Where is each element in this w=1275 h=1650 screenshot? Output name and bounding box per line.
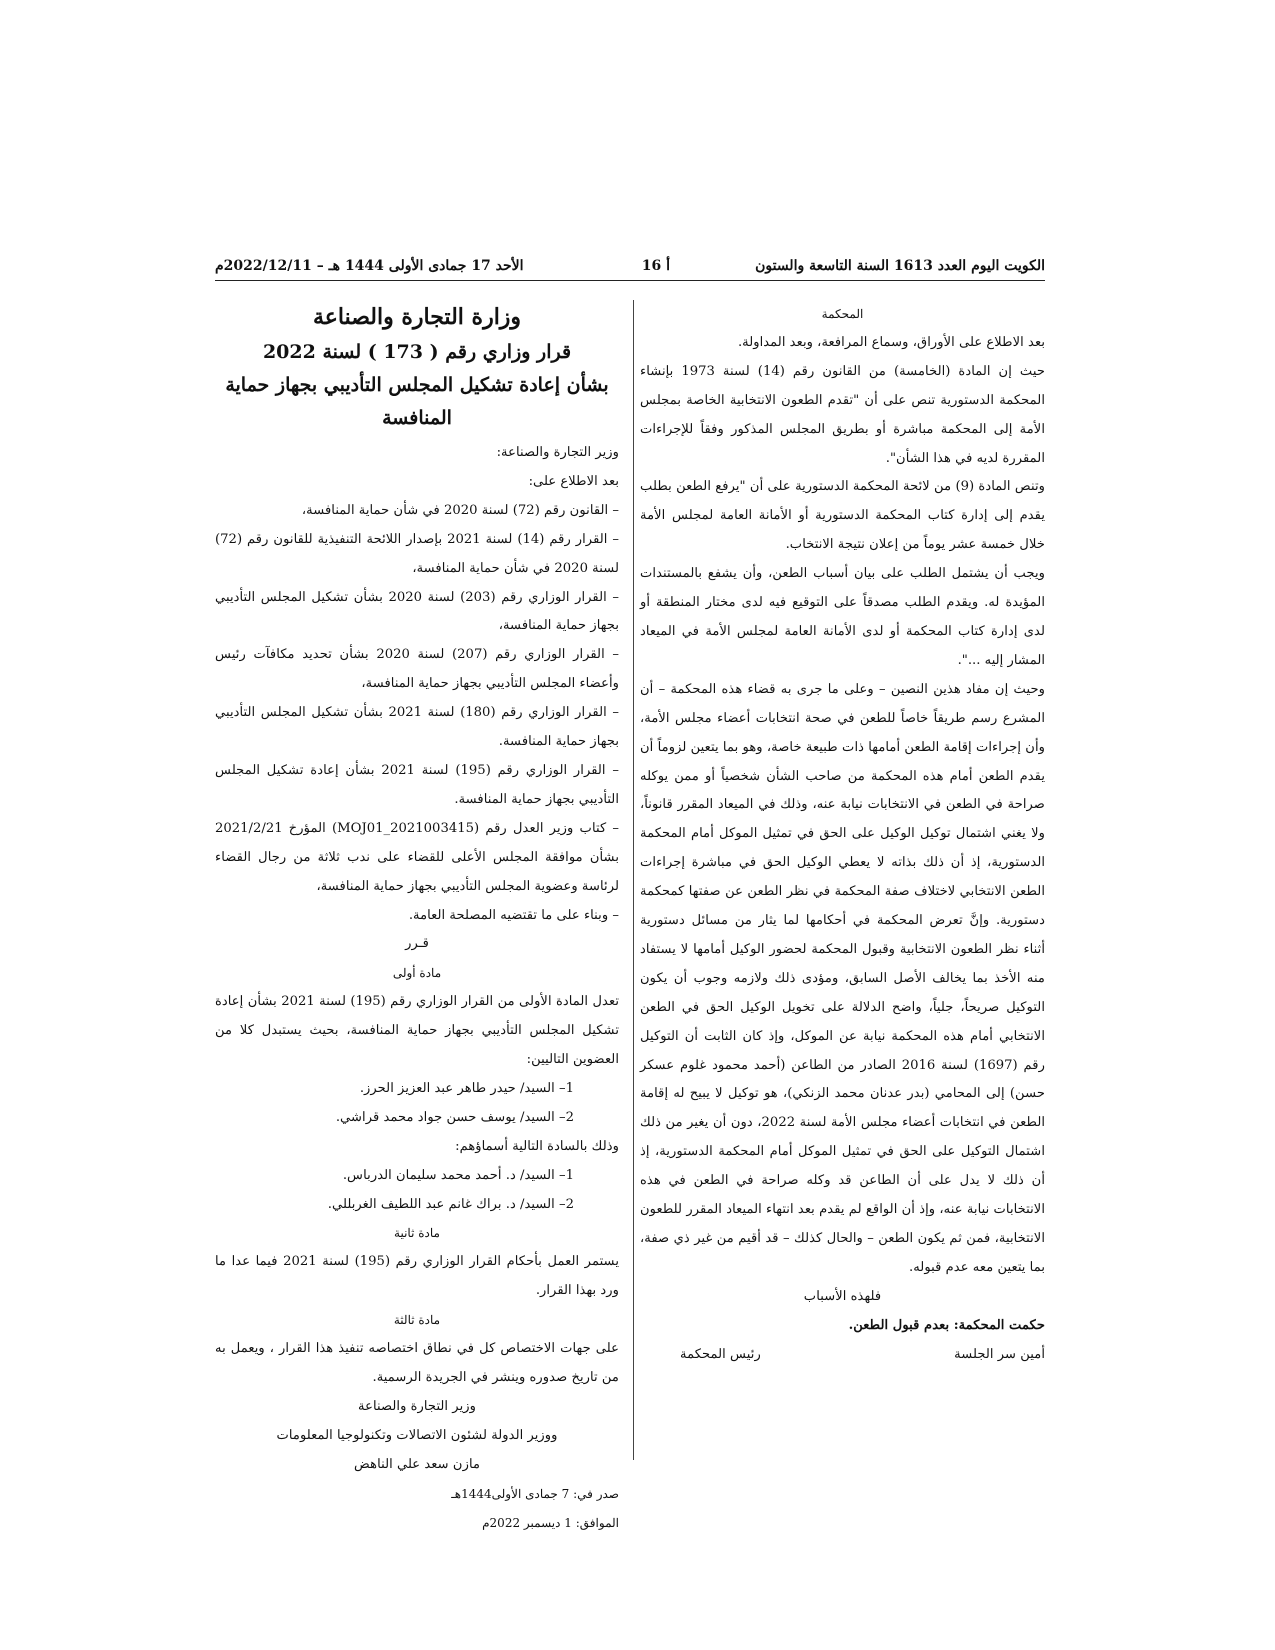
new-member: 2– السيد/ د. براك غانم عبد اللطيف الغربللي. [327,1196,574,1212]
ruling-paragraph: وحيث إن مفاد هذين النصين – وعلى ما جرى به قضاء هذه المحكمة – أن المشرع رسم طريقاً خاصاً للطعن في صحة انتخابات أعضاء مجلس الأمة، وأن إجراءات إقامة الطعن أمامها ذات طبيعة خاصة، وهو بما يتعين لزوماً أن يقدم الطعن أمام هذه المحكمة من صاحب الشأن شخصياً أو ممن يوكله صراحة في الطعن في الانتخابات نيابة عنه، وذلك في الميعاد المقرر قانوناً، ولا يغني اشتمال توكيل الوكيل على الحق في تمثيل الموكل أمام المحكمة الدستورية، إذ أن ذلك بذاته لا يعطي الوكيل الحق في مباشرة إجراءات الطعن الانتخابي لاختلاف صفة المحكمة في نظر الطعن عن صفتها كمحكمة دستورية. وإنَّ تعرض المحكمة في أحكامها لما يثار من مسائل دستورية أثناء نظر الطعون الانتخابية وقبول المحكمة لحضور الوكيل أمامها لا يستفاد منه الأخذ بما يخالف الأصل السابق، ومؤدى ذلك ولازمه وجوب أن يكون التوكيل صريحاً، جلياً، واضح الدلالة على تخويل الوكيل الحق في الطعن الانتخابي أمام هذه المحكمة نيابة عن الموكل، وإذ كان الثابت أن التوكيل رقم (1697) لسنة 2016 الصادر من الطاعن (أحمد محمود غلوم عسكر حسن) إلى المحامي (بدر عدنان محمد الزنكي)، هو توكيل لا يبيح له إقامة الطعن في انتخابات أعضاء مجلس الأمة لسنة 2022، دون أن يغير من ذلك اشتمال التوكيل على الحق في تمثيل الموكل أمام المحكمة الدستورية، إذ أن ذلك لا يدل على أن الطاعن قد وكله صراحة في الطعن في هذه الانتخابات نيابة عنه، وإذ أن الواقع لم يقدم بعد انتهاء الميعاد المقرر للطعون الانتخابية، فمن ثم يكون الطعن – والحال كذلك – قد أقيم من غير ذي صفة، بما يتعين معه عدم قبوله. [640,681,1045,1275]
ruling-paragraph: حيث إن المادة (الخامسة) من القانون رقم (14) لسنة 1973 بإنشاء المحكمة الدستورية تنص على أن "تقدم الطعون الانتخابية الخاصة بمجلس الأمة إلى المحكمة مباشرة أو بطريق المجلس المذكور وفقاً للإجراءات المقررة لديه في هذا الشأن". [640,363,1045,466]
replaced-member: 2– السيد/ يوسف حسن جواد محمد قراشي. [335,1109,574,1125]
court-ruling-column [640,300,1045,1370]
column-divider [633,300,634,1460]
review-item: – كتاب وزير العدل رقم (MOJ01_2021003415) المؤرخ 2021/2/21 بشأن موافقة المجلس الأعلى للقضاء على ندب ثلاثة من رجال القضاء لرئاسة وعضوية المجلس التأديبي بجهاز حماية المنافسة، [215,820,619,894]
review-item: – القرار رقم (14) لسنة 2021 بإصدار اللائحة التنفيذية للقانون رقم (72) لسنة 2020 في شأن حماية المنافسة، [215,531,619,576]
signatory-name: مازن سعد علي الناهض [353,1456,481,1472]
ruling-verdict: حكمت المحكمة: بعدم قبول الطعن. [848,1317,1045,1333]
issue-date-gregorian: الموافق: 1 ديسمبر 2022م [482,1515,619,1530]
decided-heading: قـرر [405,936,429,952]
issue-date: الأحد 17 جمادى الأولى 1444 هـ – 2022/12/11م [215,258,524,274]
article-1-heading: مادة أولى [392,966,442,981]
ruling-paragraph: بعد الاطلاع على الأوراق، وسماع المرافعة، وبعد المداولة. [737,334,1045,350]
article-1-text: تعدل المادة الأولى من القرار الوزاري رقم (195) لسنة 2021 بشأن إعادة تشكيل المجلس التأديبي بجهاز حماية المنافسة، بحيث يستبدل كلا من العضوين التاليين: [215,994,619,1068]
review-item: – وبناء على ما تقتضيه المصلحة العامة. [408,907,619,923]
session-secretary: أمين سر الجلسة [954,1346,1045,1362]
reasons-heading: فلهذه الأسباب [803,1288,882,1304]
review-item: – القانون رقم (72) لسنة 2020 في شأن حماية المنافسة، [301,502,619,518]
court-president: رئيس المحكمة [680,1346,761,1362]
decision-title: قرار وزاري رقم ( 173 ) لسنة 2022 [262,341,572,363]
review-item: – القرار الوزاري رقم (203) لسنة 2020 بشأن تشكيل المجلس التأديبي بجهاز حماية المنافسة، [215,589,619,634]
court-signatures [640,1341,1045,1370]
signatory-title: وزير التجارة والصناعة [358,1398,476,1414]
review-item: – القرار الوزاري رقم (180) لسنة 2021 بشأن تشكيل المجلس التأديبي بجهاز حماية المنافسة. [215,705,619,750]
replaced-member: 1– السيد/ حيدر طاهر عبد العزيز الحرز. [359,1080,574,1096]
article-2-heading: مادة ثانية [394,1226,440,1241]
review-item: – القرار الوزاري رقم (207) لسنة 2020 بشأن تحديد مكافآت رئيس وأعضاء المجلس التأديبي بجهاز حماية المنافسة، [215,647,619,692]
court-heading: المحكمة [821,307,864,321]
review-item: – القرار الوزاري رقم (195) لسنة 2021 بشأن إعادة تشكيل المجلس التأديبي بجهاز حماية المنافسة. [215,762,619,807]
article-2-text: يستمر العمل بأحكام القرار الوزاري رقم (195) لسنة 2021 فيما عدا ما ورد بهذا القرار. [215,1254,619,1299]
article-3-text: على جهات الاختصاص كل في نطاق اختصاصه تنفيذ هذا القرار ، ويعمل به من تاريخ صدوره وينشر في الجريدة الرسمية. [215,1341,619,1385]
after-review-line: بعد الاطلاع على: [528,473,619,489]
issue-date-hijri: صدر في: 7 جمادى الأولى1444هـ [451,1486,619,1501]
signatory-title-2: ووزير الدولة لشئون الاتصالات وتكنولوجيا المعلومات [276,1427,558,1443]
page-header [215,256,1045,281]
gazette-issue-info: الكويت اليوم العدد 1613 السنة التاسعة والستون [755,258,1045,274]
ruling-paragraph: وتنص المادة (9) من لائحة المحكمة الدستورية على أن "يرفع الطعن بطلب يقدم إلى إدارة كتاب المحكمة الدستورية أو الأمانة العامة لمجلس الأمة خلال خمسة عشر يوماً من إعلان نتيجة الانتخاب. [640,479,1046,553]
article-3-heading: مادة ثالثة [393,1313,441,1328]
new-member: 1– السيد/ د. أحمد محمد سليمان الدرباس. [342,1167,574,1183]
ministerial-decision-column [215,298,619,1537]
decision-subject: بشأن إعادة تشكيل المجلس التأديبي بجهاز حماية [225,374,609,396]
minister-line: وزير التجارة والصناعة: [496,445,619,460]
page-number: أ 16 [641,258,670,274]
names-intro: وذلك بالسادة التالية أسماؤهم: [455,1138,619,1154]
decision-subject-cont: المنافسة [382,407,452,429]
ministry-title: وزارة التجارة والصناعة [312,304,522,330]
ruling-paragraph: ويجب أن يشتمل الطلب على بيان أسباب الطعن، وأن يشفع بالمستندات المؤيدة له. ويقدم الطلب مصدقاً على التوقيع فيه لدى مختار المنطقة أو لدى إدارة كتاب المحكمة أو لدى الأمانة العامة لمجلس الأمة في الميعاد المشار إليه ...". [640,566,1045,668]
